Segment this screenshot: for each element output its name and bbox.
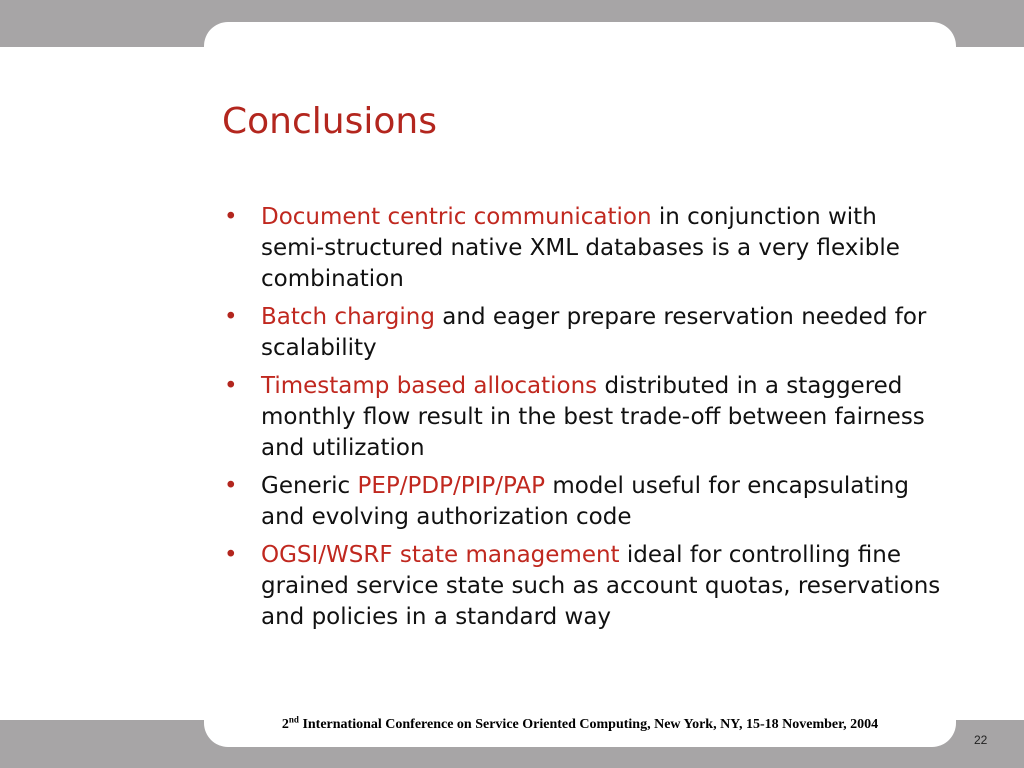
- footer-ordinal: 2: [281, 717, 289, 732]
- bullet-item: [222, 302, 942, 364]
- footer-conference: [204, 716, 956, 734]
- page-number: 22: [974, 733, 988, 747]
- bullet-marker: •: [224, 373, 238, 399]
- bullet-highlight: Document centric communication: [261, 204, 652, 230]
- bullet-prefix: Generic: [261, 473, 358, 499]
- footer-text: International Conference on Service Oriented Computing, New York, NY, 15-18 November, 2004: [298, 717, 879, 732]
- bullet-item: [222, 540, 942, 633]
- bullet-item: [222, 202, 942, 295]
- bullet-highlight: PEP/PDP/PIP/PAP: [357, 473, 546, 499]
- bullet-item: [222, 471, 942, 533]
- header-tab-shape: [204, 22, 956, 82]
- bullet-highlight: Timestamp based allocations: [261, 373, 598, 399]
- bullet-marker: •: [224, 304, 238, 330]
- bullet-marker: •: [224, 204, 238, 230]
- slide-title: Conclusions: [222, 101, 437, 142]
- bullet-highlight: OGSI/WSRF state management: [261, 542, 620, 568]
- bullet-marker: •: [224, 473, 238, 499]
- bullet-list: [222, 202, 942, 640]
- bullet-text: model useful for encapsulating and evolving authorization code: [261, 473, 909, 530]
- bullet-text: and eager prepare reservation needed for scalability: [261, 304, 927, 361]
- bullet-text: in conjunction with semi-structured native XML databases is a very flexible combination: [261, 204, 900, 292]
- bullet-marker: •: [224, 542, 238, 568]
- bullet-text: ideal for controlling fine grained service state such as account quotas, reservations and policies in a standard way: [261, 542, 941, 630]
- footer-ordinal-suffix: nd: [288, 714, 299, 725]
- bullet-text: distributed in a staggered monthly flow result in the best trade-off between fairness and utilization: [261, 373, 925, 461]
- bullet-highlight: Batch charging: [261, 304, 435, 330]
- bullet-item: [222, 371, 942, 464]
